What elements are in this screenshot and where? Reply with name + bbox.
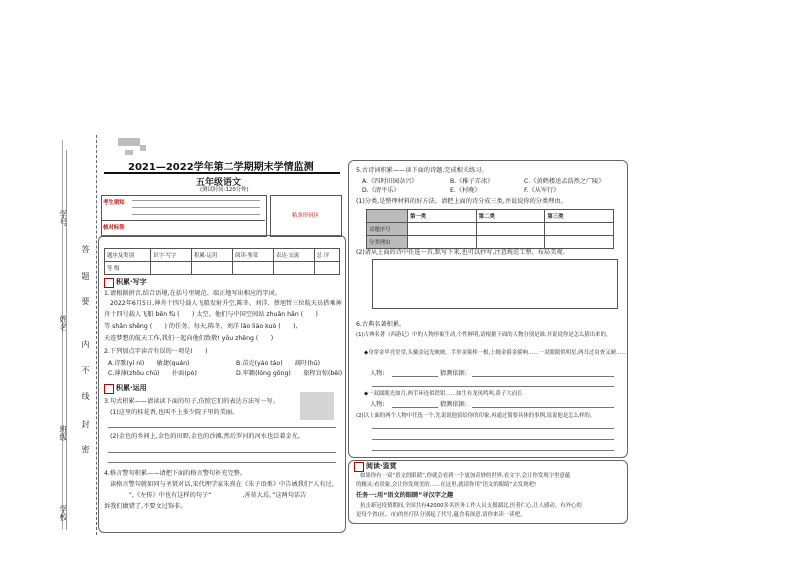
q4-text-line-3: 诉我们做错了,不要文过饰非。 <box>104 503 187 510</box>
quote-1: ◆身穿金甲亮堂堂,头戴金冠光映映。手举金箍棒一根,上缠金箍金箍响……一双眼睛似明星,两耳过肩查又硬…… <box>364 350 627 356</box>
writing-box[interactable] <box>372 259 618 309</box>
scan-smudge <box>300 392 334 420</box>
seal-char-7: 封 <box>81 420 90 428</box>
q6-2-answer-line-3[interactable] <box>372 450 614 451</box>
subject-title: 五年级语文 <box>196 178 242 188</box>
score-table-header-row <box>105 249 340 262</box>
binding-label-class: 班级 <box>59 425 68 441</box>
reason-answer-1[interactable] <box>472 376 614 377</box>
reason-label-2: 猜测依据: <box>440 401 467 408</box>
seal-char-6: 线 <box>81 392 90 400</box>
q1-text-line-4: 天连梦想的航天工作,我们一起向他们致敬! yōu zhēng ( ) <box>104 335 274 342</box>
category-table <box>366 209 614 249</box>
q4-text-line-2: ”,《左传》中也有这样的句子“ ,善莫大焉。”这两句话告 <box>104 492 307 499</box>
q2-option-c[interactable]: C.薄薄(zhōu chū) 扑面(pò) <box>108 370 197 377</box>
score-header: 总 评 <box>314 249 339 262</box>
q6-prompt: 6.古典名著积累。 <box>356 321 406 328</box>
seal-char-8: 密 <box>81 445 90 453</box>
q2-option-b[interactable]: B.苗克(yáo táo) 疏吁(hū) <box>236 360 321 367</box>
reason-answer-2[interactable] <box>472 407 614 408</box>
score-header: 阅读·鉴赏 <box>232 249 273 262</box>
category-row-reason <box>367 236 614 249</box>
reason-label-1: 猜测依据: <box>440 370 467 377</box>
category-row-poems <box>367 223 614 236</box>
scan-noise <box>125 150 133 155</box>
score-cell[interactable] <box>273 262 314 275</box>
category-row-label: 诗题序号 <box>367 223 408 236</box>
q3-sentence-1: (1)这里的桂花香,也叫不上多少院子里的美丽。 <box>110 409 239 416</box>
exam-time: (测试时间:120分钟) <box>200 187 249 193</box>
score-cell[interactable] <box>192 262 233 275</box>
q6-2-answer-line-2[interactable] <box>372 439 614 440</box>
task1-text-1: 抗击新冠疫情期间,全国共有42000多名医务工作人员支援湖北,医者仁心,让人感动。有外心的 <box>360 503 582 509</box>
person-answer-2[interactable] <box>392 407 438 408</box>
poem-e: E.《村晚》 <box>450 187 481 194</box>
binding-field-line <box>66 150 68 530</box>
section1-marker-icon <box>104 278 114 288</box>
q2-option-d[interactable]: D.牢籁(lóng gōng) 旅程盲惊(běi) <box>236 370 343 377</box>
category-corner <box>367 210 408 223</box>
score-table <box>104 248 340 275</box>
q1-text-line-1: 2022年6月5日,神舟十四号载人飞船发射升空,陈冬、刘洋、蔡旭哲三位航天员搭乘神 <box>110 300 342 307</box>
binding-label-school: 学校 <box>59 505 68 521</box>
scan-noise <box>140 145 146 151</box>
q5-1-prompt: (1)分类,是整理材料的好方法。请把上面的诗分成三类,并说说你的分类理由。 <box>356 198 567 205</box>
score-row-label: 等 级 <box>105 262 151 275</box>
category-3: 第三类 <box>545 210 614 223</box>
exam-title: 2021—2022学年第二学期期末学情监测 <box>128 162 314 173</box>
notice-text-line <box>132 200 260 201</box>
poem-b: B.《稚子弄冰》 <box>450 178 494 185</box>
q1-text-line-3: 等 shǎn shēng ( ) 的任务。每天,陈冬、刘洋 lǎo liào kuò ( ), <box>104 323 298 330</box>
seal-char-2: 题 <box>81 272 90 280</box>
category-cell[interactable] <box>545 223 614 236</box>
category-cell[interactable] <box>408 223 477 236</box>
score-table-row <box>105 262 340 275</box>
poem-d: D.《清平乐》 <box>362 187 400 194</box>
section3-marker-icon <box>354 462 364 472</box>
section1-title: 积累·写字 <box>116 278 147 286</box>
score-cell[interactable] <box>314 262 339 275</box>
notice-text-line <box>132 207 260 208</box>
score-cell[interactable] <box>151 262 192 275</box>
task1-text-2: 是每个省(区、市)的医疗队分别起了代号,蕴含着深意,请你来读一读吧。 <box>356 512 526 518</box>
notice-text-line <box>132 214 260 215</box>
seal-char-5: 不 <box>81 366 90 374</box>
score-header: 识字·写字 <box>151 249 192 262</box>
category-cell[interactable] <box>545 236 614 249</box>
section3-intro-1: 如果你有一双“语文的眼睛”,你就会看到一个更加奇妙的世界,看文字,会让你发现字里意蕴 <box>360 473 571 479</box>
q3-answer-line-3[interactable] <box>108 462 336 463</box>
q5-2-prompt: (2)请从上面的诗中任选一首,默写下来,也可以抄写,注意规范工整、布局美观。 <box>356 249 569 256</box>
q3-answer-line-2[interactable] <box>108 452 336 453</box>
category-cell[interactable] <box>476 223 545 236</box>
task1-title: 任务一:用“语文的眼睛”寻汉字之趣 <box>356 492 454 499</box>
q4-text-line-1: 读格言警句就如同与圣贤对话,宋代理学家朱熹在《朱子语类》中告诫我们“人有过, <box>110 481 334 488</box>
q6-1-prompt: (1)古典名著《西游记》中的人物形象生动,个性鲜明,请根据下面的人物分别是谁,并说说你是怎么猜出来的。 <box>356 332 612 338</box>
section3-intro-2: 的精灵;看景象,会让你发现美的……在这里,就请你用“语文的眼睛”去发现吧! <box>356 482 537 488</box>
score-header: 表达·交流 <box>273 249 314 262</box>
binding-label-name: 姓名 <box>59 315 68 331</box>
category-2: 第二类 <box>476 210 545 223</box>
q6-2-answer-line-1[interactable] <box>372 428 614 429</box>
q1-prompt: 1.请根据拼音,结合语境,在括号里规范、端正地写出相应的字词。 <box>104 290 281 297</box>
poem-c: C.《黄鹤楼送孟浩然之广陵》 <box>524 178 605 185</box>
q4-prompt: 4.格言警句积累——请把下面的格言警句补充完整。 <box>104 470 247 477</box>
notice-title: 考生须知 <box>103 200 125 206</box>
category-cell[interactable] <box>408 236 477 249</box>
person-label-2: 人物: <box>370 401 385 408</box>
binding-line <box>96 135 97 535</box>
category-row-label: 分类理由 <box>367 236 408 249</box>
checker-label: 核对标签 <box>103 225 125 231</box>
scan-noise <box>118 138 140 146</box>
q3-answer-line-1[interactable] <box>108 427 336 428</box>
q2-option-a[interactable]: A.诗歌(yí nì) 敏捷(quán) <box>108 360 190 367</box>
category-cell[interactable] <box>476 236 545 249</box>
category-1: 第一类 <box>408 210 477 223</box>
q2-prompt: 2.下列加点字读音有误的一项是( ) <box>104 348 208 355</box>
poem-a: A.《四时田园杂兴》 <box>362 178 418 185</box>
seal-char-3: 要 <box>81 297 90 305</box>
seal-char-4: 内 <box>81 340 90 348</box>
q1-text-line-2: 舟十四号载人飞船 bēn fù ( ) 太空。他们与中国空间站 zhuǎn hǎn ( ) <box>104 311 318 318</box>
section2-title: 积累·运用 <box>116 384 147 392</box>
title-underline <box>104 172 340 174</box>
person-label-1: 人物: <box>370 370 385 377</box>
score-cell[interactable] <box>232 262 273 275</box>
binding-label-student-id: 学号 <box>59 210 68 226</box>
notice-divider <box>101 220 265 221</box>
binding-line-2 <box>62 140 63 530</box>
barcode-label: 粘条形码区 <box>292 213 319 219</box>
person-answer-1[interactable] <box>392 376 438 377</box>
poem-f: F.《从军行》 <box>524 187 560 194</box>
q3-prompt: 3.句式积累——请读读下面的句子,仿照它们的表达方法写一写。 <box>104 398 279 405</box>
seal-char-1: 答 <box>81 245 90 253</box>
q3-sentence-2: (2)金色的乡间上,金色的田野,金色的沙滩,然后罗河的河水也泛着金光。 <box>110 433 305 440</box>
q5-prompt: 5.古诗词积累——读下面的诗题,完成相关练习。 <box>356 167 488 174</box>
section3-title: 阅读·鉴赏 <box>366 462 397 470</box>
quote-2-visible: ◆一双圆眼光如月,两手环连似铁钳……如生有龙凤鸣叫,鼻子大而长 <box>364 391 523 397</box>
q6-2-prompt: (2)以上面的两个人物中任选一个,先说说他留给你的印象,再通过简要具体的事例,说说他是怎么样的。 <box>356 413 596 419</box>
score-header: 题序及类别 <box>105 249 151 262</box>
reason-answer-1b[interactable] <box>372 386 614 387</box>
notice-box <box>101 195 267 237</box>
category-header-row <box>367 210 614 223</box>
section2-marker-icon <box>104 384 114 394</box>
score-header: 积累·运用 <box>192 249 233 262</box>
